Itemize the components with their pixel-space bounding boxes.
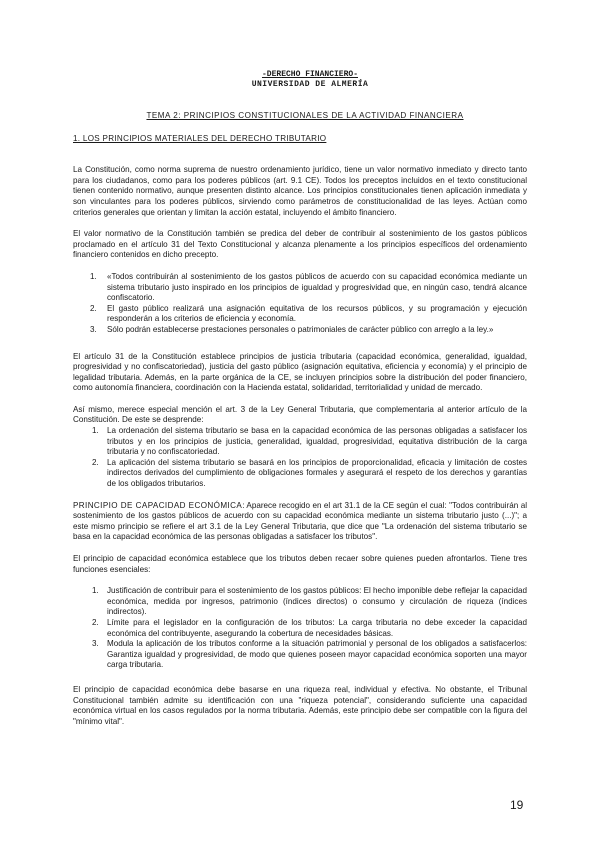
page-number: 19 (510, 798, 524, 812)
paragraph-intro: La Constitución, como norma suprema de nuestro ordenamiento jurídico, tiene un valor normativo inmediato y directo tanto para los ciudadanos, como para los poderes públicos (art. 9.1 CE). Todos los preceptos incluidos en el texto constitucional tienen contenido normativo, aunque presenten distinto alcance. Los principios constitucionales tienen aplicación inmediata y son vinculantes para los poderes públicos, sirviendo como parámetros de constitucionalidad de las leyes. Actúan como criterios generales que orientan y limitan la acción estatal, incluyendo el ámbito financiero. (73, 165, 527, 217)
principle-heading: PRINCIPIO DE CAPACIDAD ECONÓMICA (73, 500, 243, 510)
list-item: 3. Modula la aplicación de los tributos conforme a la situación patrimonial y personal de los obligados a satisfacerlos: Garantiza igualdad y progresividad, de modo que quienes poseen mayor capacidad económica soporten una mayor carga tributaria. (92, 639, 527, 670)
chapter-title: TEMA 2: PRINCIPIOS CONSTITUCIONALES DE LA ACTIVIDAD FINANCIERA (146, 111, 464, 120)
list-lgt-articulo-3 (73, 426, 527, 490)
document-header (93, 70, 527, 90)
section-title: 1. LOS PRINCIPIOS MATERIALES DEL DERECHO TRIBUTARIO (73, 133, 327, 143)
list-item: 1. La ordenación del sistema tributario se basa en la capacidad económica de las personas obligadas a satisfacer los tributos y en los principios de justicia, generalidad, igualdad, progresividad, equitativa distribución de la carga tributaria y no confiscatoriedad. (92, 426, 527, 457)
list-item: 2. El gasto público realizará una asignación equitativa de los recursos públicos, y su programación y ejecución responderán a los criterios de eficiencia y economía. (90, 303, 527, 324)
paragraph-riqueza-real: El principio de capacidad económica debe basarse en una riqueza real, individual y efectiva. No obstante, el Tribunal Constitucional también admite su identificación con una "riqueza potencial", considerando suficiente una capacidad económica virtual en los casos regulados por la norma tributaria. Además, este principio debe ser compatible con la figura del "mínimo vital". (73, 684, 527, 726)
list-funciones (73, 586, 527, 671)
header-subject: -DERECHO FINANCIERO- (261, 70, 358, 79)
document-page (73, 70, 527, 727)
list-item: 2. Límite para el legislador en la configuración de los tributos: La carga tributaria no debe exceder la capacidad económica del contribuyente, asegurando la cobertura de necesidades básicas. (92, 617, 527, 638)
header-university: UNIVERSIDAD DE ALMERÍA (251, 80, 369, 89)
paragraph-deber-contribuir: El valor normativo de la Constitución también se predica del deber de contribuir al sostenimiento de los gastos públicos proclamado en el artículo 31 del Texto Constitucional y alcanza plenamente a los principios específicos del ordenamiento financiero contenidos en dicho precepto. (73, 229, 527, 260)
paragraph-lgt: Así mismo, merece especial mención el art. 3 de la Ley General Tributaria, que complementaria al anterior artículo de la Constitución. De este se desprende: (73, 404, 527, 425)
paragraph-funciones: El principio de capacidad económica establece que los tributos deben recaer sobre quienes pueden afrontarlos. Tiene tres funciones esenciales: (73, 554, 527, 574)
list-item: 2. La aplicación del sistema tributario se basará en los principios de proporcionalidad, eficacia y limitación de costes indirectos derivados del cumplimiento de obligaciones formales y asegurará el respeto de los derechos y garantías de los obligados tributarios. (92, 457, 527, 489)
list-item: 1. Justificación de contribuir para el sostenimiento de los gastos públicos: El hecho imponible debe reflejar la capacidad económica, medida por ingresos, patrimonio (índices directos) o consumo y circulación de riqueza (índices indirectos). (92, 586, 527, 617)
paragraph-capacidad-economica: PRINCIPIO DE CAPACIDAD ECONÓMICA: Aparece recogido en el art 31.1 de la CE según el cual: "Todos contribuirán al sostenimiento de los gastos públicos de acuerdo con su capacidad económica mediante un sistema tributario justo (...)"; a este mismo principio se refiere el art 3.1 de la Ley General Tributaria, que dice que "La ordenación del sistema tributario se basa en la capacidad económica de las personas obligadas a satisfacer los tributos". (73, 500, 527, 542)
list-item: 3. Sólo podrán establecerse prestaciones personales o patrimoniales de carácter público con arreglo a la ley.» (90, 324, 494, 334)
list-item: 1. «Todos contribuirán al sostenimiento de los gastos públicos de acuerdo con su capacidad económica mediante un sistema tributario justo inspirado en los principios de igualdad y progresividad que, en ningún caso, tendrá alcance confiscatorio. (90, 271, 527, 303)
list-articulo-31 (73, 272, 527, 336)
paragraph-articulo-31: El artículo 31 de la Constitución establece principios de justicia tributaria (capacidad económica, generalidad, igualdad, progresividad y no confiscatoriedad), justicia del gasto público (asignación equitativa, eficiencia y economía) y el principio de legalidad tributaria. Además, en la parte orgánica de la CE, se incluyen principios sobre la distribución del poder financiero, como autonomía financiera, coordinación con la Hacienda estatal, solidaridad, territorialidad y unidad de mercado. (73, 351, 527, 393)
